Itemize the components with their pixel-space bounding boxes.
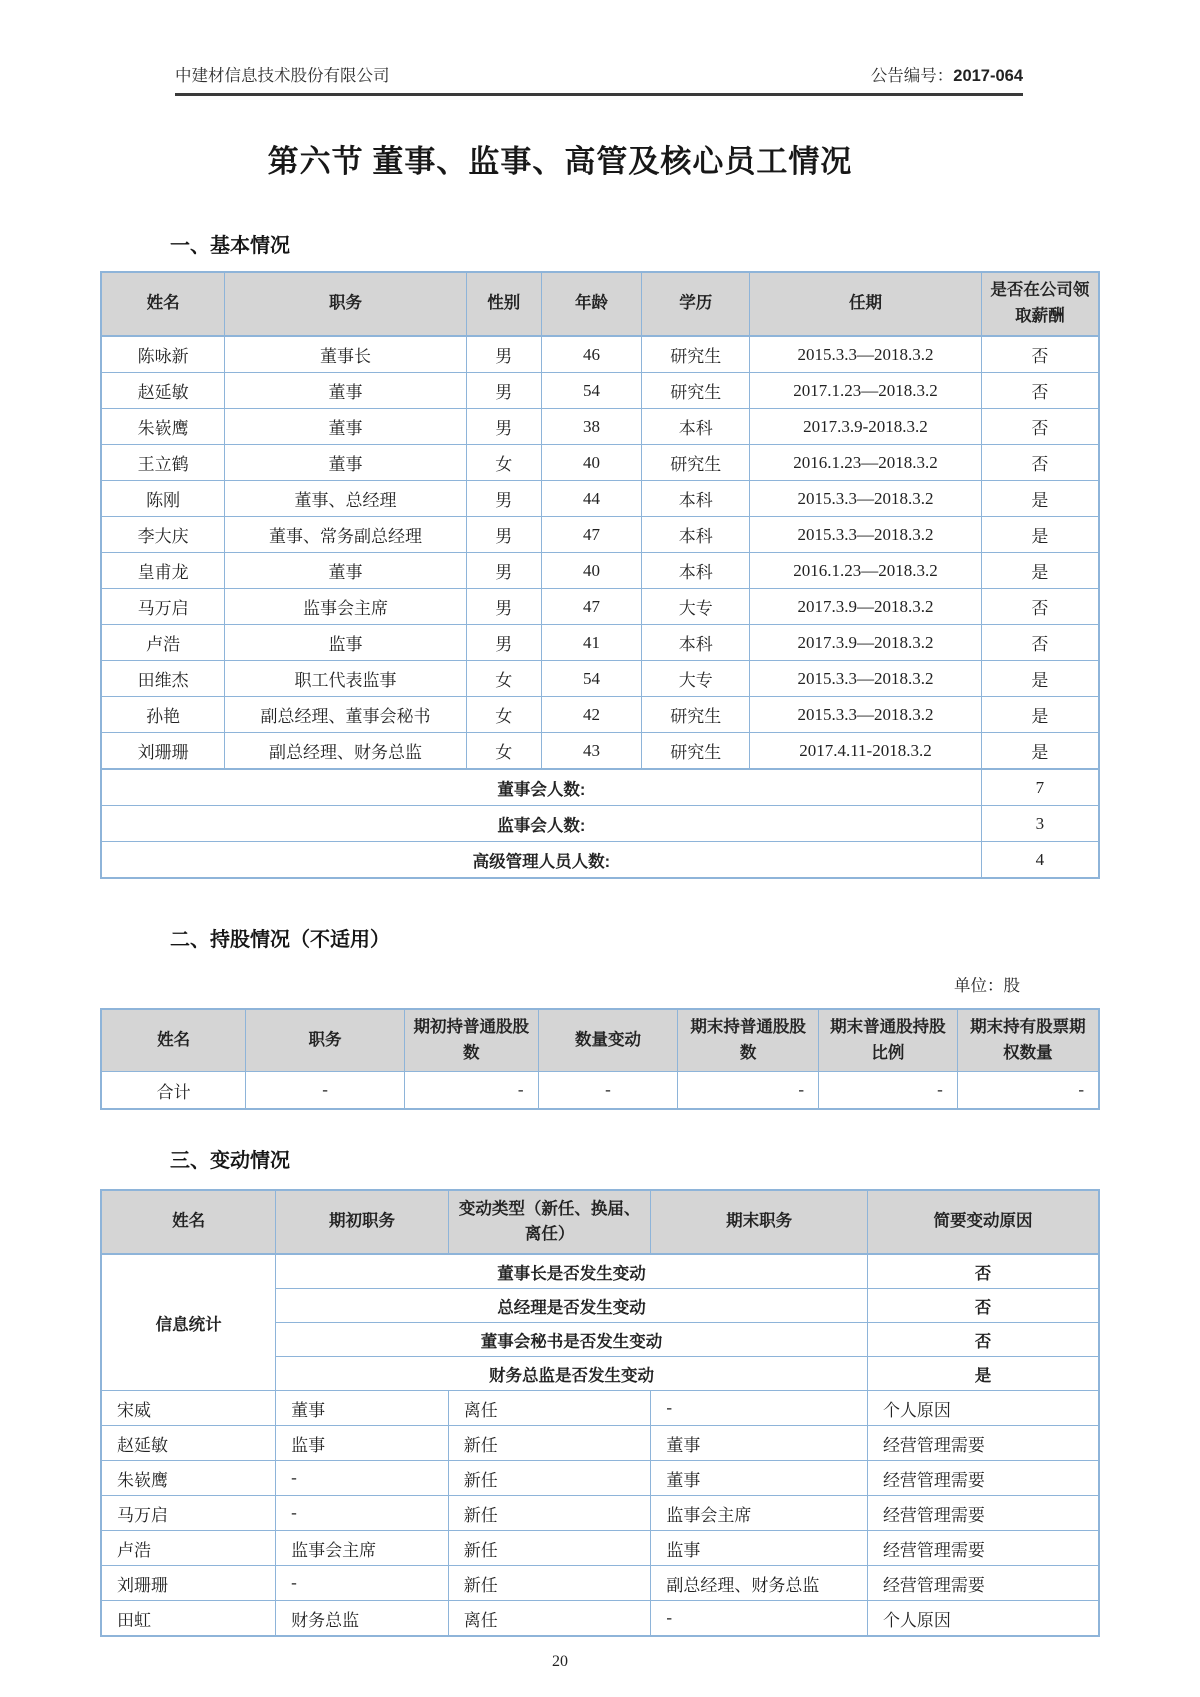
table-cell: 副总经理、财务总监: [225, 733, 467, 770]
table-cell: 男: [466, 409, 541, 445]
table-cell: -: [957, 1072, 1099, 1110]
table-cell: 男: [466, 373, 541, 409]
summary-row: [101, 842, 1099, 879]
table-cell: 女: [466, 733, 541, 770]
table-cell: 是: [981, 733, 1099, 770]
column-header: 姓名: [101, 272, 225, 336]
section-heading-basic-info: 一、基本情况: [170, 235, 290, 257]
table-row: [101, 697, 1099, 733]
table-cell: 男: [466, 625, 541, 661]
table-cell: 研究生: [642, 445, 750, 481]
table-cell: 监事会主席: [651, 1496, 868, 1531]
table-cell: 新任: [448, 1496, 651, 1531]
changes-table-body: [101, 1391, 1099, 1637]
table-cell: 大专: [642, 589, 750, 625]
table-cell: 田虹: [101, 1601, 276, 1637]
table-cell: 2015.3.3—2018.3.2: [750, 517, 982, 553]
changes-table-head: [101, 1190, 1099, 1254]
table-cell: 董事: [225, 553, 467, 589]
basic-info-table-body: [101, 336, 1099, 769]
table-cell: 赵延敏: [101, 373, 225, 409]
table-cell: 陈刚: [101, 481, 225, 517]
table-row: [101, 336, 1099, 373]
shareholding-table: [100, 1008, 1100, 1110]
table-cell: 皇甫龙: [101, 553, 225, 589]
summary-label: 董事会人数:: [101, 769, 981, 806]
section-heading-shareholding: 二、持股情况（不适用）: [170, 929, 390, 951]
table-row: [101, 481, 1099, 517]
table-cell: 马万启: [101, 1496, 276, 1531]
table-cell: 否: [981, 336, 1099, 373]
header-row: [101, 272, 1099, 336]
table-cell: -: [651, 1601, 868, 1637]
table-cell: 2017.1.23—2018.3.2: [750, 373, 982, 409]
table-cell: -: [538, 1072, 678, 1110]
table-cell: 监事会主席: [276, 1531, 449, 1566]
table-cell: 董事: [225, 445, 467, 481]
table-cell: 董事长: [225, 336, 467, 373]
table-row: [101, 1531, 1099, 1566]
table-cell: 男: [466, 589, 541, 625]
table-cell: -: [276, 1461, 449, 1496]
table-cell: 本科: [642, 553, 750, 589]
column-header: 姓名: [101, 1009, 246, 1072]
header-row: [101, 1190, 1099, 1254]
table-cell: 否: [981, 589, 1099, 625]
table-cell: 赵延敏: [101, 1426, 276, 1461]
table-cell: 46: [541, 336, 642, 373]
table-cell: 47: [541, 589, 642, 625]
summary-label: 高级管理人员人数:: [101, 842, 981, 879]
summary-value: 7: [981, 769, 1099, 806]
table-cell: 是: [981, 517, 1099, 553]
page-title: 第六节 董事、监事、高管及核心员工情况: [267, 144, 853, 179]
table-row: [101, 589, 1099, 625]
table-cell: 否: [981, 625, 1099, 661]
table-cell: 2015.3.3—2018.3.2: [750, 481, 982, 517]
table-cell: 经营管理需要: [867, 1426, 1099, 1461]
table-cell: 合计: [101, 1072, 246, 1110]
column-header: 任期: [750, 272, 982, 336]
table-cell: 董事、总经理: [225, 481, 467, 517]
table-cell: 王立鹤: [101, 445, 225, 481]
table-cell: 董事: [651, 1426, 868, 1461]
notice-number-group: [871, 62, 1023, 86]
company-name: 中建材信息技术股份有限公司: [175, 66, 390, 85]
table-row: [101, 553, 1099, 589]
table-cell: 2017.3.9-2018.3.2: [750, 409, 982, 445]
notice-number-label: 公告编号：: [870, 66, 954, 85]
stats-answer: 是: [867, 1357, 1099, 1391]
table-cell: 董事: [225, 409, 467, 445]
table-cell: 董事: [225, 373, 467, 409]
table-cell: -: [404, 1072, 538, 1110]
table-row: [101, 1072, 1099, 1110]
table-cell: 是: [981, 553, 1099, 589]
table-cell: 卢浩: [101, 1531, 276, 1566]
basic-info-table-summary: [101, 769, 1099, 878]
unit-label: 单位：股: [954, 976, 1020, 995]
table-row: [101, 733, 1099, 770]
table-cell: 监事: [225, 625, 467, 661]
table-cell: 2016.1.23—2018.3.2: [750, 553, 982, 589]
column-header: 简要变动原因: [867, 1190, 1099, 1254]
table-cell: 个人原因: [867, 1601, 1099, 1637]
table-cell: 经营管理需要: [867, 1566, 1099, 1601]
table-cell: 男: [466, 553, 541, 589]
column-header: 数量变动: [538, 1009, 678, 1072]
table-row: [101, 661, 1099, 697]
table-row: [101, 373, 1099, 409]
table-cell: 孙艳: [101, 697, 225, 733]
table-cell: 田维杰: [101, 661, 225, 697]
shareholding-table-body: [101, 1072, 1099, 1110]
table-cell: 47: [541, 517, 642, 553]
table-cell: 经营管理需要: [867, 1461, 1099, 1496]
table-row: [101, 409, 1099, 445]
stats-question: 财务总监是否发生变动: [276, 1357, 868, 1391]
column-header: 职务: [246, 1009, 405, 1072]
column-header: 职务: [225, 272, 467, 336]
table-cell: 马万启: [101, 589, 225, 625]
summary-row: [101, 769, 1099, 806]
table-cell: 大专: [642, 661, 750, 697]
table-row: [101, 1426, 1099, 1461]
table-cell: 40: [541, 445, 642, 481]
table-cell: 董事: [276, 1391, 449, 1426]
summary-value: 4: [981, 842, 1099, 879]
column-header: 姓名: [101, 1190, 276, 1254]
table-cell: 38: [541, 409, 642, 445]
document-header: [175, 62, 1023, 96]
table-row: [101, 1566, 1099, 1601]
table-row: [101, 1601, 1099, 1637]
stats-group-label: 信息统计: [101, 1254, 276, 1391]
table-row: [101, 625, 1099, 661]
table-cell: 离任: [448, 1391, 651, 1426]
table-cell: 朱嵚鹰: [101, 1461, 276, 1496]
table-cell: 董事、常务副总经理: [225, 517, 467, 553]
table-cell: 2015.3.3—2018.3.2: [750, 661, 982, 697]
table-cell: 监事会主席: [225, 589, 467, 625]
table-cell: 卢浩: [101, 625, 225, 661]
table-cell: 新任: [448, 1566, 651, 1601]
notice-number-value: 2017-064: [953, 67, 1023, 85]
table-cell: -: [246, 1072, 405, 1110]
table-cell: 宋威: [101, 1391, 276, 1426]
column-header: 期初持普通股股数: [404, 1009, 538, 1072]
table-cell: 是: [981, 697, 1099, 733]
table-cell: 女: [466, 445, 541, 481]
table-cell: -: [276, 1566, 449, 1601]
table-cell: 2017.3.9—2018.3.2: [750, 625, 982, 661]
summary-label: 监事会人数:: [101, 806, 981, 842]
stats-answer: 否: [867, 1289, 1099, 1323]
table-cell: 个人原因: [867, 1391, 1099, 1426]
table-cell: 2017.3.9—2018.3.2: [750, 589, 982, 625]
table-cell: 陈咏新: [101, 336, 225, 373]
table-cell: 43: [541, 733, 642, 770]
table-cell: 男: [466, 336, 541, 373]
page-number: 20: [552, 1653, 568, 1671]
table-cell: 42: [541, 697, 642, 733]
change-stats-block: [101, 1254, 1099, 1391]
table-row: [101, 1461, 1099, 1496]
stats-question: 董事长是否发生变动: [276, 1254, 868, 1289]
table-cell: 2015.3.3—2018.3.2: [750, 336, 982, 373]
table-cell: -: [651, 1391, 868, 1426]
changes-table: [100, 1189, 1100, 1637]
stats-answer: 否: [867, 1323, 1099, 1357]
table-row: [101, 1496, 1099, 1531]
shareholding-table-head: [101, 1009, 1099, 1072]
table-cell: 女: [466, 697, 541, 733]
table-cell: 本科: [642, 481, 750, 517]
table-cell: 44: [541, 481, 642, 517]
table-cell: 研究生: [642, 697, 750, 733]
column-header: 性别: [466, 272, 541, 336]
table-cell: -: [678, 1072, 819, 1110]
column-header: 是否在公司领取薪酬: [981, 272, 1099, 336]
table-cell: 男: [466, 481, 541, 517]
table-cell: 2017.4.11-2018.3.2: [750, 733, 982, 770]
table-cell: 副总经理、财务总监: [651, 1566, 868, 1601]
table-cell: 54: [541, 373, 642, 409]
table-row: [101, 445, 1099, 481]
table-cell: 40: [541, 553, 642, 589]
column-header: 学历: [642, 272, 750, 336]
table-cell: 2016.1.23—2018.3.2: [750, 445, 982, 481]
table-cell: 监事: [651, 1531, 868, 1566]
table-cell: 离任: [448, 1601, 651, 1637]
table-cell: 本科: [642, 409, 750, 445]
table-cell: 新任: [448, 1461, 651, 1496]
table-cell: 研究生: [642, 336, 750, 373]
table-cell: 经营管理需要: [867, 1531, 1099, 1566]
table-cell: 否: [981, 373, 1099, 409]
column-header: 期末普通股持股比例: [819, 1009, 958, 1072]
table-cell: 2015.3.3—2018.3.2: [750, 697, 982, 733]
column-header: 期末持有股票期权数量: [957, 1009, 1099, 1072]
basic-info-table-head: [101, 272, 1099, 336]
stats-question: 董事会秘书是否发生变动: [276, 1323, 868, 1357]
table-cell: 经营管理需要: [867, 1496, 1099, 1531]
table-cell: 副总经理、董事会秘书: [225, 697, 467, 733]
basic-info-table: [100, 271, 1100, 879]
section-heading-changes: 三、变动情况: [170, 1150, 290, 1173]
summary-row: [101, 806, 1099, 842]
table-row: [101, 517, 1099, 553]
table-cell: -: [819, 1072, 958, 1110]
table-cell: 刘珊珊: [101, 733, 225, 770]
table-cell: 女: [466, 661, 541, 697]
table-cell: 否: [981, 409, 1099, 445]
table-row: [101, 1391, 1099, 1426]
header-row: [101, 1009, 1099, 1072]
table-cell: 本科: [642, 625, 750, 661]
table-cell: 刘珊珊: [101, 1566, 276, 1601]
table-cell: 新任: [448, 1531, 651, 1566]
table-cell: 研究生: [642, 373, 750, 409]
column-header: 期末持普通股股数: [678, 1009, 819, 1072]
column-header: 年龄: [541, 272, 642, 336]
stats-row: [101, 1254, 1099, 1289]
table-cell: 是: [981, 481, 1099, 517]
column-header: 期初职务: [276, 1190, 449, 1254]
table-cell: 财务总监: [276, 1601, 449, 1637]
table-cell: 新任: [448, 1426, 651, 1461]
table-cell: 否: [981, 445, 1099, 481]
column-header: 变动类型（新任、换届、离任）: [448, 1190, 651, 1254]
column-header: 期末职务: [651, 1190, 868, 1254]
stats-answer: 否: [867, 1254, 1099, 1289]
table-cell: 李大庆: [101, 517, 225, 553]
table-cell: 董事: [651, 1461, 868, 1496]
table-cell: 54: [541, 661, 642, 697]
stats-question: 总经理是否发生变动: [276, 1289, 868, 1323]
table-cell: 41: [541, 625, 642, 661]
table-cell: 朱嵚鹰: [101, 409, 225, 445]
summary-value: 3: [981, 806, 1099, 842]
table-cell: 监事: [276, 1426, 449, 1461]
table-cell: 本科: [642, 517, 750, 553]
table-cell: 职工代表监事: [225, 661, 467, 697]
table-cell: 研究生: [642, 733, 750, 770]
table-cell: 是: [981, 661, 1099, 697]
table-cell: 男: [466, 517, 541, 553]
table-cell: -: [276, 1496, 449, 1531]
